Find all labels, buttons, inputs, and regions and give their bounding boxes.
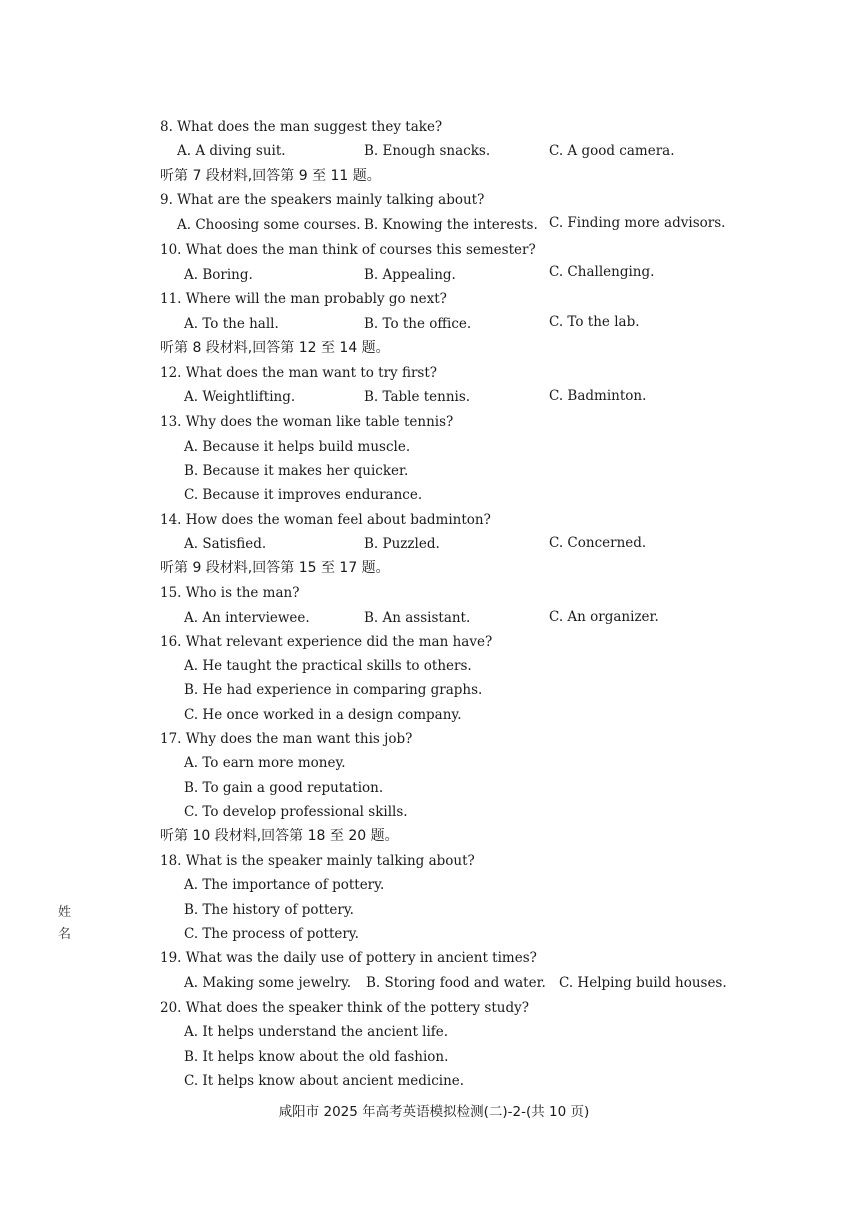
section-8-instruction: 听第 8 段材料,回答第 12 至 14 题。	[160, 340, 390, 356]
q12-option-a: A. Weightlifting.	[184, 389, 296, 405]
question-17: 17. Why does the man want this job?	[160, 731, 413, 747]
q17-option-c: C. To develop professional skills.	[184, 804, 408, 820]
question-18: 18. What is the speaker mainly talking about?	[160, 853, 475, 869]
question-11: 11. Where will the man probably go next?	[160, 291, 447, 307]
q13-option-b: B. Because it makes her quicker.	[184, 463, 409, 479]
q10-option-b: B. Appealing.	[364, 267, 456, 283]
q12-option-c: C. Badminton.	[549, 388, 647, 404]
q19-option-b: B. Storing food and water.	[366, 975, 546, 991]
q18-option-c: C. The process of pottery.	[184, 926, 359, 942]
q18-option-a: A. The importance of pottery.	[184, 877, 385, 893]
q20-option-a: A. It helps understand the ancient life.	[184, 1024, 449, 1040]
question-19: 19. What was the daily use of pottery in ancient times?	[160, 950, 537, 966]
question-10: 10. What does the man think of courses this semester?	[160, 242, 536, 258]
q16-option-c: C. He once worked in a design company.	[184, 707, 462, 723]
q19-option-c: C. Helping build houses.	[559, 975, 727, 991]
q10-option-a: A. Boring.	[184, 267, 253, 283]
section-9-instruction: 听第 9 段材料,回答第 15 至 17 题。	[160, 560, 390, 576]
binding-margin-note: 姓名	[58, 905, 72, 942]
q13-option-c: C. Because it improves endurance.	[184, 487, 423, 503]
q15-option-a: A. An interviewee.	[184, 610, 310, 626]
q13-option-a: A. Because it helps build muscle.	[184, 439, 411, 455]
q17-option-a: A. To earn more money.	[184, 755, 346, 771]
q17-option-b: B. To gain a good reputation.	[184, 780, 384, 796]
question-16: 16. What relevant experience did the man have?	[160, 634, 493, 650]
q11-option-c: C. To the lab.	[549, 314, 640, 330]
section-10-instruction: 听第 10 段材料,回答第 18 至 20 题。	[160, 828, 399, 844]
question-20: 20. What does the speaker think of the pottery study?	[160, 1000, 529, 1016]
q14-option-b: B. Puzzled.	[364, 536, 440, 552]
question-9: 9. What are the speakers mainly talking about?	[160, 192, 485, 208]
q15-option-c: C. An organizer.	[549, 609, 659, 625]
question-14: 14. How does the woman feel about badminton?	[160, 512, 491, 528]
q8-option-c: C. A good camera.	[549, 143, 675, 159]
q11-option-b: B. To the office.	[364, 316, 472, 332]
q9-option-a: A. Choosing some courses.	[177, 217, 361, 233]
section-7-instruction: 听第 7 段材料,回答第 9 至 11 题。	[160, 168, 381, 184]
q11-option-a: A. To the hall.	[184, 316, 279, 332]
q12-option-b: B. Table tennis.	[364, 389, 471, 405]
q20-option-c: C. It helps know about ancient medicine.	[184, 1073, 465, 1089]
q19-option-a: A. Making some jewelry.	[184, 975, 352, 991]
q8-option-b: B. Enough snacks.	[364, 143, 491, 159]
q9-option-c: C. Finding more advisors.	[549, 215, 726, 231]
question-8: 8. What does the man suggest they take?	[160, 119, 443, 135]
question-12: 12. What does the man want to try first?	[160, 365, 438, 381]
q14-option-a: A. Satisfied.	[184, 536, 267, 552]
question-15: 15. Who is the man?	[160, 585, 300, 601]
q16-option-a: A. He taught the practical skills to others.	[184, 658, 472, 674]
q15-option-b: B. An assistant.	[364, 610, 471, 626]
q20-option-b: B. It helps know about the old fashion.	[184, 1049, 449, 1065]
q14-option-c: C. Concerned.	[549, 535, 647, 551]
q9-option-b: B. Knowing the interests.	[364, 217, 538, 233]
q8-option-a: A. A diving suit.	[177, 143, 286, 159]
q10-option-c: C. Challenging.	[549, 264, 655, 280]
page-footer: 咸阳市 2025 年高考英语模拟检测(二)-2-(共 10 页)	[278, 1104, 590, 1120]
q16-option-b: B. He had experience in comparing graphs.	[184, 682, 483, 698]
q18-option-b: B. The history of pottery.	[184, 902, 354, 918]
question-13: 13. Why does the woman like table tennis?	[160, 414, 454, 430]
